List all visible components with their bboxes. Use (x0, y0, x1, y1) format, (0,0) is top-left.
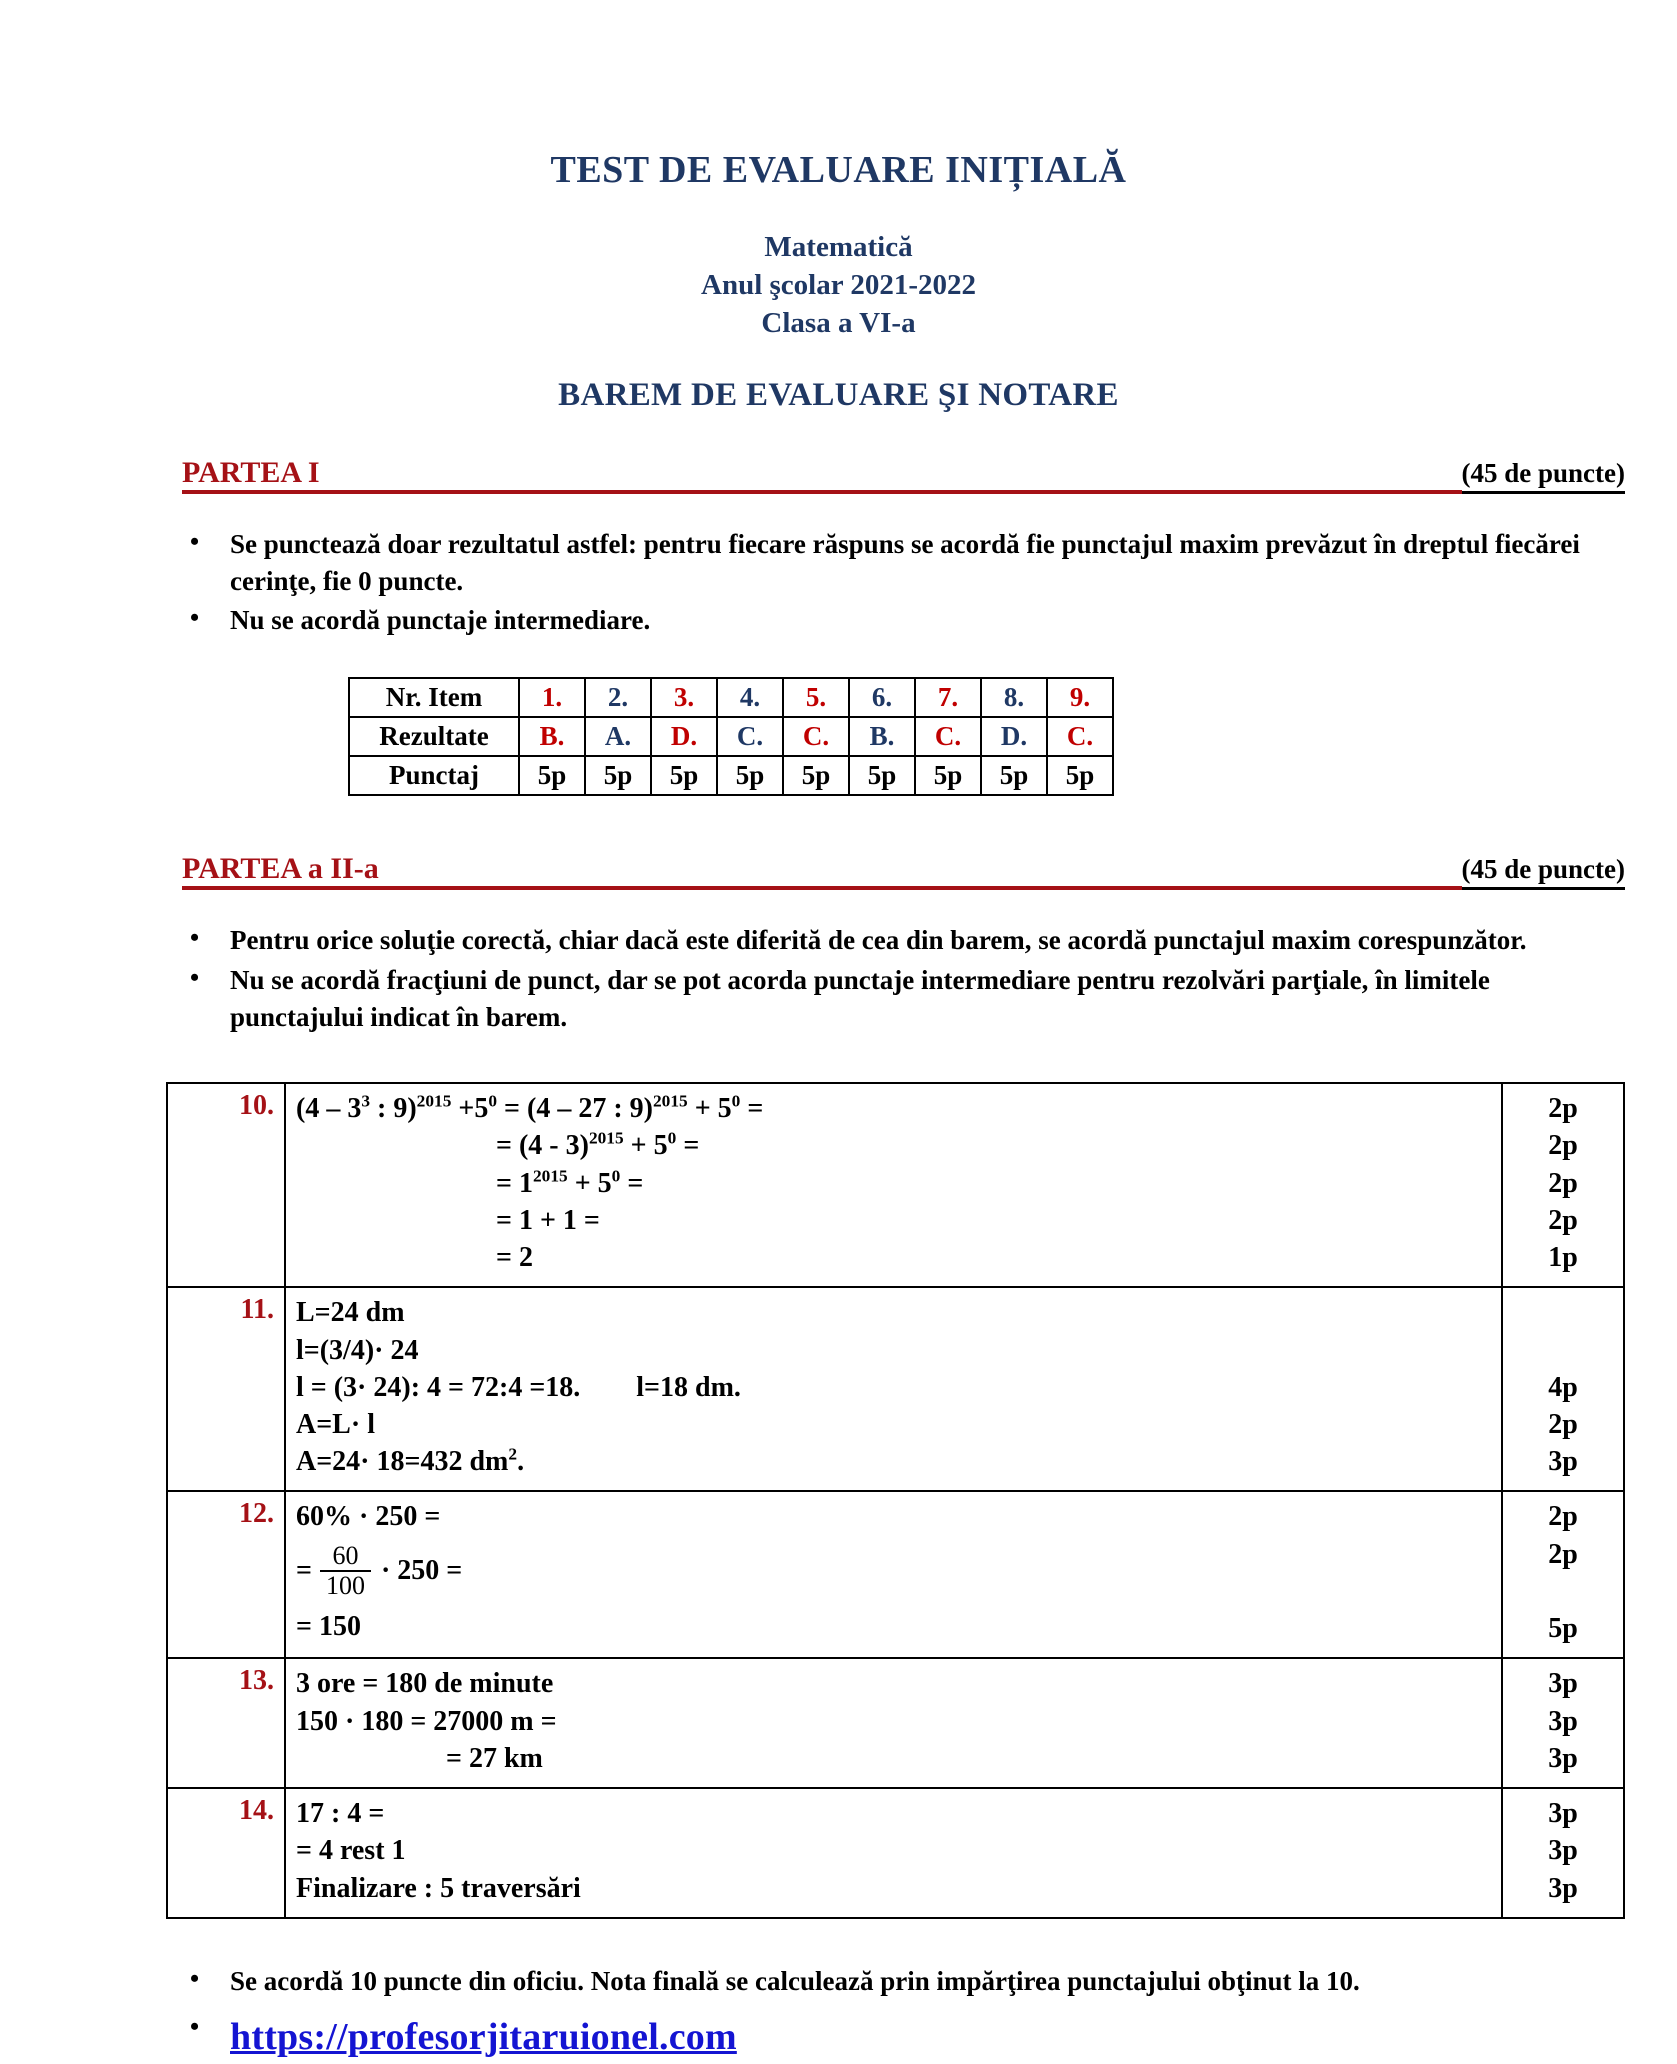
answer-key-wrap (0, 677, 1677, 796)
points-spacer (1513, 1294, 1613, 1331)
section-header-part1 (0, 456, 1677, 496)
table-row (349, 678, 1113, 717)
table-row (167, 1788, 1624, 1918)
table-cell-item: 5. (783, 678, 849, 717)
list-item: • Nu se acordă fracţiuni de punct, dar se pot acorda punctaje intermediare pentru rezolvări parţiale, în limitele punctajului indicat în barem. (182, 962, 1607, 1037)
table-row (349, 717, 1113, 756)
table-cell-result: A. (585, 717, 651, 756)
answer-key-table (348, 677, 1114, 796)
problem-points (1502, 1491, 1624, 1658)
table-cell-points: 5p (849, 756, 915, 795)
problem-solution-body (285, 1287, 1502, 1491)
table-cell-points: 5p (1047, 756, 1113, 795)
problem-solution-body (285, 1788, 1502, 1918)
part1-rule (182, 490, 1625, 494)
problem-number: 10. (167, 1083, 285, 1287)
problem-number: 13. (167, 1658, 285, 1788)
table-cell-item: 8. (981, 678, 1047, 717)
solution-line: = 150 (296, 1610, 361, 1642)
solution-line: = 1 + 1 = (496, 1204, 600, 1236)
fraction-expression (296, 1542, 1491, 1600)
points-value: 3p (1548, 1742, 1578, 1774)
solution-line: 3 ore = 180 de minute (296, 1668, 554, 1700)
part1-notes-list (0, 526, 1677, 640)
problem-solution-body (285, 1658, 1502, 1788)
table-cell-points: 5p (915, 756, 981, 795)
table-cell-result: B. (849, 717, 915, 756)
table-row (167, 1491, 1624, 1658)
part1-points: (45 de puncte) (1462, 458, 1626, 494)
points-value: 2p (1548, 1130, 1578, 1162)
solution-line: 17 : 4 = (296, 1798, 385, 1830)
points-value: 2p (1548, 1093, 1578, 1125)
points-value: 3p (1548, 1668, 1578, 1700)
problem-number: 12. (167, 1491, 285, 1658)
points-value: 2p (1548, 1501, 1578, 1533)
solutions-table-wrap (0, 1082, 1677, 1919)
points-value: 1p (1548, 1242, 1578, 1274)
table-cell-points: 5p (717, 756, 783, 795)
part2-points: (45 de puncte) (1462, 854, 1626, 890)
solution-line: A=24· 18=432 $dm^2$. (296, 1444, 525, 1478)
table-cell-result: D. (651, 717, 717, 756)
solution-line: A=L· l (296, 1408, 375, 1440)
problem-number: 14. (167, 1788, 285, 1918)
points-value: 2p (1548, 1167, 1578, 1199)
table-cell-item: 1. (519, 678, 585, 717)
points-value: 2p (1548, 1408, 1578, 1440)
table-cell-points: 5p (981, 756, 1047, 795)
solution-line: l = (3· 24): 4 = 72:4 =18. l=18 dm. (296, 1371, 741, 1403)
table-cell-item: 9. (1047, 678, 1113, 717)
answer-key-row-label: Nr. Item (349, 678, 519, 717)
part2-rule (182, 886, 1625, 890)
part2-label: PARTEA a II-a (182, 852, 385, 886)
footer-notes-list (0, 1963, 1677, 2064)
grade-line: Clasa a VI-a (761, 307, 916, 340)
answer-key-row-label: Punctaj (349, 756, 519, 795)
solutions-table (166, 1082, 1625, 1919)
points-spacer (1513, 1332, 1613, 1369)
subject-line: Matematică (764, 230, 913, 263)
fraction-numerator: 60 (332, 1540, 359, 1570)
problem-points (1502, 1658, 1624, 1788)
solution-line: = $1^{2015} + 5^0$ = (496, 1166, 644, 1199)
table-cell-points: 5p (651, 756, 717, 795)
problem-points (1502, 1788, 1624, 1918)
header-subtitle-block (0, 228, 1677, 343)
points-value: 3p (1548, 1446, 1578, 1478)
solution-line: ($4 - 3^3$ : $9)^{2015} +5^0 = (4 - 27$ : $9)^{2015} + 5^0$ = (296, 1091, 764, 1125)
page-title: TEST DE EVALUARE INIȚIALĂ (550, 149, 1127, 191)
list-item: • Se punctează doar rezultatul astfel: pentru fiecare răspuns se acordă fie punctajul maxim prevăzut în dreptul fiecărei cerinţe, fie 0 puncte. (182, 526, 1607, 601)
problem-solution-body (285, 1491, 1502, 1658)
table-cell-result: D. (981, 717, 1047, 756)
table-cell-item: 3. (651, 678, 717, 717)
table-cell-item: 6. (849, 678, 915, 717)
table-cell-result: C. (1047, 717, 1113, 756)
solution-line: 150 · 180 = 27000 m = (296, 1705, 557, 1737)
table-row (167, 1658, 1624, 1788)
table-cell-result: C. (783, 717, 849, 756)
solution-line: 60% · 250 = (296, 1501, 441, 1533)
solution-line: = 4 rest 1 (296, 1835, 406, 1867)
points-value: 3p (1548, 1835, 1578, 1867)
points-value: 3p (1548, 1872, 1578, 1904)
table-cell-item: 2. (585, 678, 651, 717)
table-row (349, 756, 1113, 795)
points-value: 2p (1548, 1538, 1578, 1570)
problem-number: 11. (167, 1287, 285, 1491)
answer-key-row-label: Rezultate (349, 717, 519, 756)
school-year-line: Anul şcolar 2021-2022 (701, 269, 976, 302)
barem-title: BAREM DE EVALUARE ŞI NOTARE (558, 376, 1119, 413)
table-cell-result: C. (717, 717, 783, 756)
table-cell-points: 5p (519, 756, 585, 795)
fraction (320, 1542, 371, 1600)
list-item: • Nu se acordă punctaje intermediare. (182, 602, 1607, 639)
points-value: 3p (1548, 1705, 1578, 1737)
table-cell-points: 5p (585, 756, 651, 795)
points-value: 3p (1548, 1798, 1578, 1830)
table-cell-item: 4. (717, 678, 783, 717)
points-value: 4p (1548, 1371, 1578, 1403)
list-item: • Se acordă 10 puncte din oficiu. Nota finală se calculează prin impărţirea punctajului obţinut la 10. (182, 1963, 1617, 2001)
fraction-suffix: · 250 = (380, 1555, 463, 1587)
fraction-prefix: = (296, 1555, 312, 1587)
section-header-part2 (0, 852, 1677, 892)
part2-notes-list (0, 922, 1677, 1036)
solution-line: = 2 (496, 1242, 533, 1274)
points-spacer (1513, 1573, 1613, 1610)
table-row (167, 1287, 1624, 1491)
fraction-denominator: 100 (320, 1570, 371, 1600)
solution-line: Finalizare : 5 traversări (296, 1872, 581, 1904)
list-item (182, 2011, 1617, 2064)
website-link[interactable]: https://profesorjitaruionel.com (230, 2015, 737, 2058)
list-item: • Pentru orice soluţie corectă, chiar dacă este diferită de cea din barem, se acordă punctajul maxim corespunzător. (182, 922, 1607, 959)
table-cell-points: 5p (783, 756, 849, 795)
problem-points (1502, 1287, 1624, 1491)
part1-label: PARTEA I (182, 456, 326, 490)
table-cell-result: B. (519, 717, 585, 756)
solution-line: l=(3/4)· 24 (296, 1334, 419, 1366)
table-cell-item: 7. (915, 678, 981, 717)
table-cell-result: C. (915, 717, 981, 756)
solution-line: = $(4 - 3)^{2015} + 5^0$ = (496, 1129, 700, 1162)
problem-points (1502, 1083, 1624, 1287)
solution-line: L=24 dm (296, 1297, 405, 1329)
points-value: 2p (1548, 1204, 1578, 1236)
points-value: 5p (1548, 1613, 1578, 1645)
table-row (167, 1083, 1624, 1287)
solution-line: = 27 km (446, 1742, 543, 1774)
problem-solution-body (285, 1083, 1502, 1287)
